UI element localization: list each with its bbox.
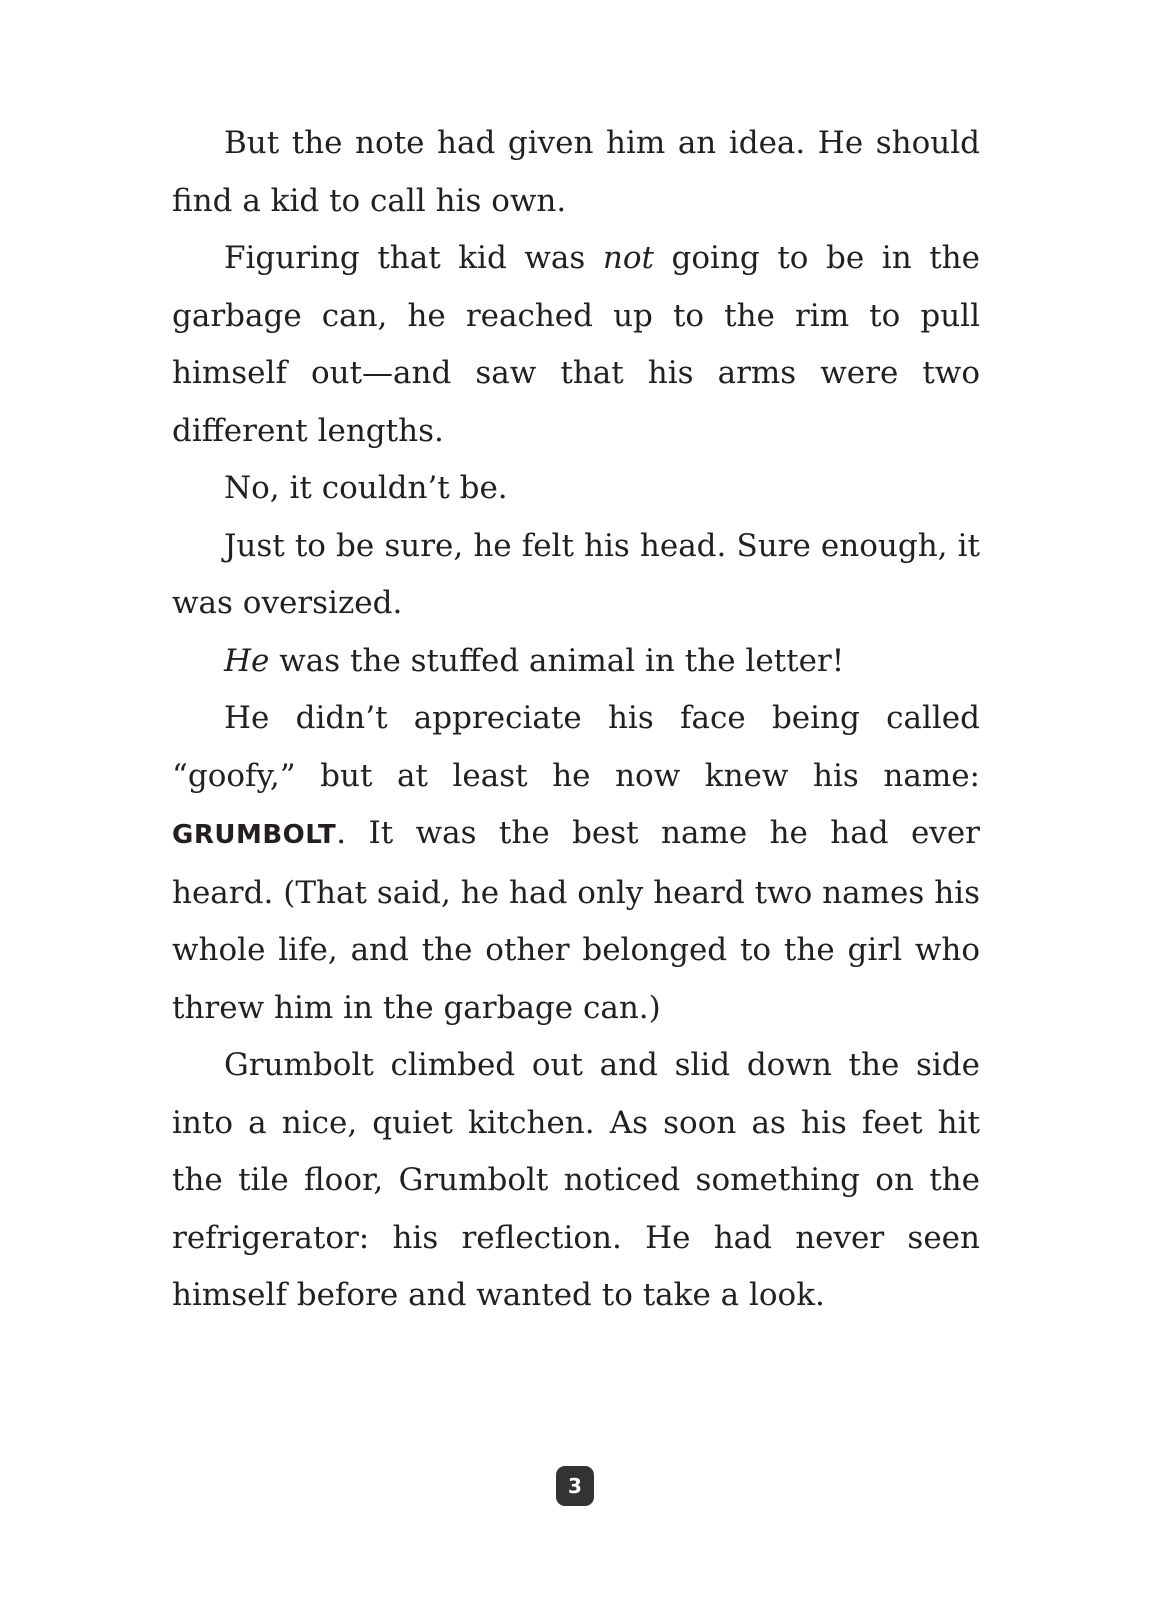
paragraph-7 [172,1037,980,1325]
emphasis-text: He [224,642,270,679]
paragraph-text: He didn’t appreciate his face being called “goofy,” but at least he now knew his name: [172,700,980,794]
paragraph-1 [172,115,980,230]
paragraph-text: Figuring that kid was [224,240,603,276]
paragraph-6 [172,690,980,1037]
paragraph-5 [172,633,980,691]
body-text [172,115,980,1325]
paragraph-3 [172,460,980,518]
paragraph-text: Grumbolt climbed out and slid down the side into a nice, quiet kitchen. As soon as his feet hit the tile floor, Grumbolt noticed something on the refrigerator: his reflection. He had never seen himself before and wanted to take a look. [172,1047,980,1313]
paragraph-text: . It was the best name he had ever heard. (That said, he had only heard two names his whole life, and the other belonged to the girl who threw him in the garbage can.) [172,815,980,1026]
paragraph-text: was the stuffed animal in the letter! [269,642,845,679]
page-number-badge: 3 [556,1466,594,1506]
paragraph-text: But the note had given him an idea. He should find a kid to call his own. [172,125,980,219]
emphasis-text: not [602,240,654,276]
paragraph-text: Just to be sure, he felt his head. Sure enough, it was oversized. [172,527,980,621]
paragraph-text: No, it couldn’t be. [224,470,508,506]
character-name: GRUMBOLT [172,820,337,850]
paragraph-4 [172,518,980,633]
paragraph-text: going to be in the garbage can, he reached up to the rim to pull himself out—and saw that his arms were two different lengths. [172,240,980,449]
paragraph-2 [172,230,980,460]
